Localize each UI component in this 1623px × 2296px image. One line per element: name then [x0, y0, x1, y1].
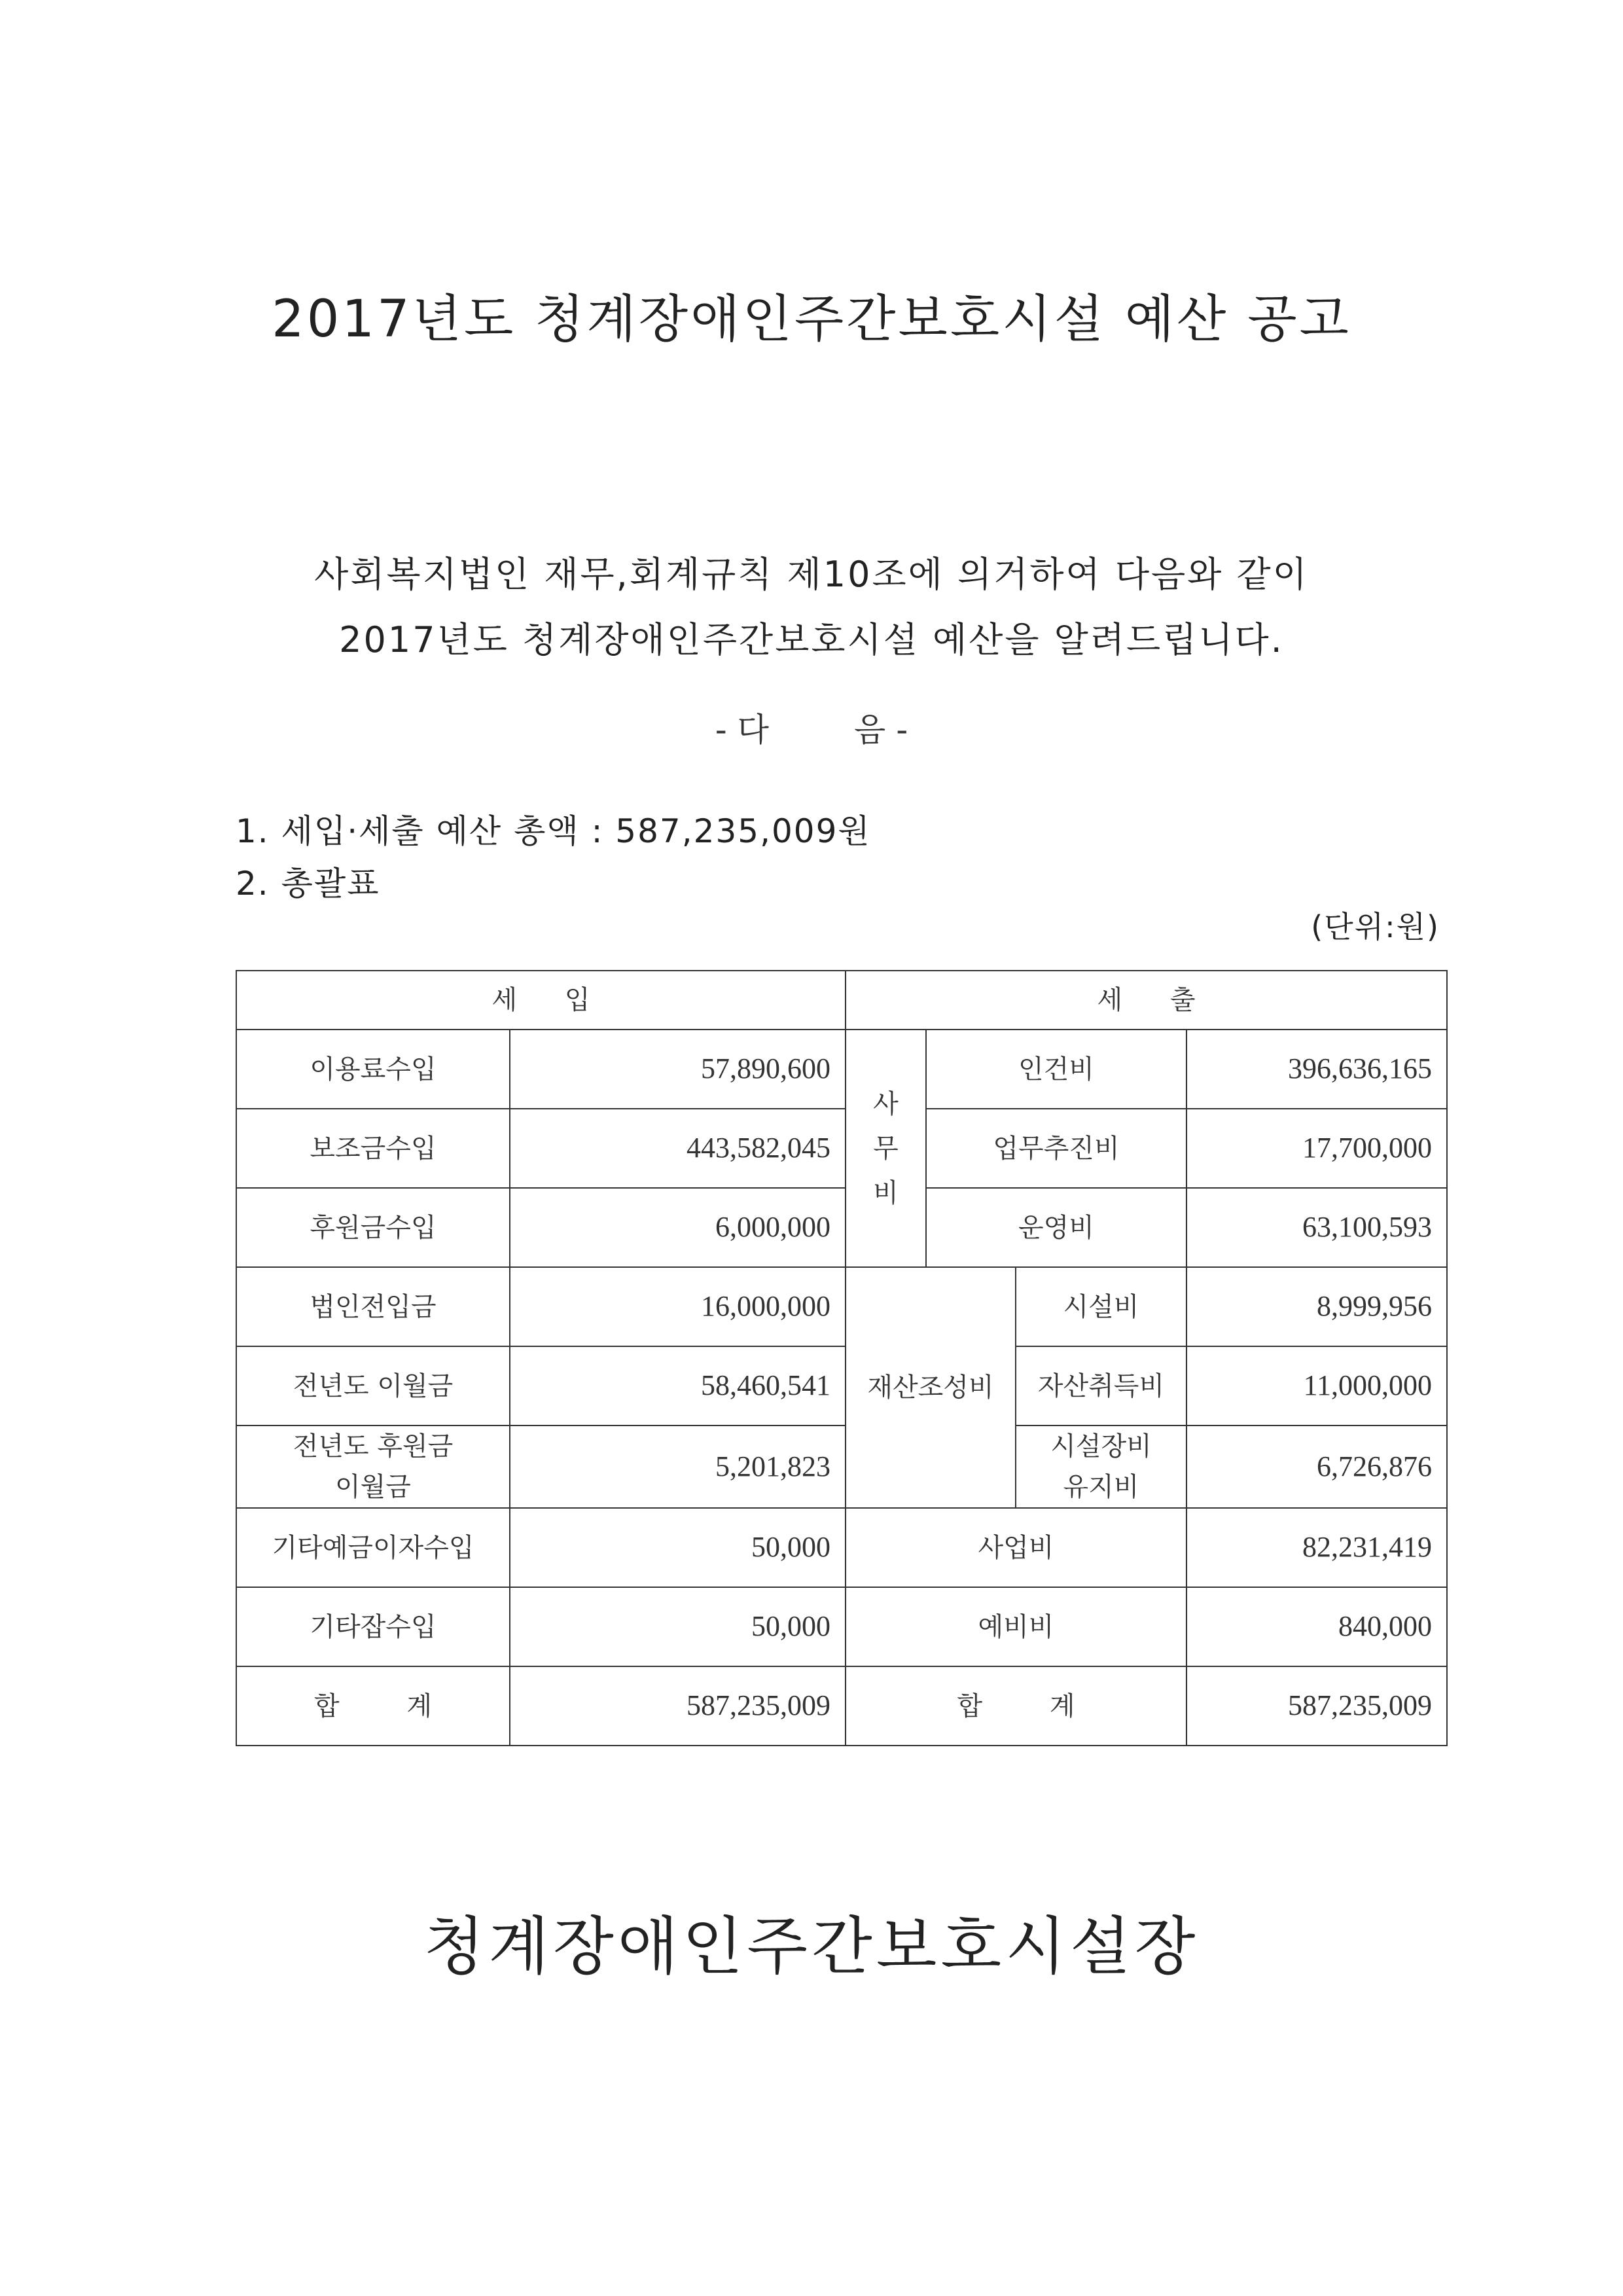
issuer-signature: 청계장애인주간보호시설장 [423, 1910, 1200, 1983]
income-label: 보조금수입 [236, 1109, 510, 1188]
income-label: 이용료수입 [236, 1030, 510, 1109]
expense-label: 자산취득비 [1016, 1346, 1186, 1426]
header-expense: 세 출 [846, 971, 1447, 1030]
table-header-row [236, 971, 1447, 1030]
expense-label: 인건비 [926, 1030, 1186, 1109]
intro-line-1: 사회복지법인 재무,회계규칙 제10조에 의거하여 다음와 같이 [314, 554, 1309, 595]
expense-label: 업무추진비 [926, 1109, 1186, 1188]
expense-label: 예비비 [846, 1587, 1186, 1666]
income-label: 기타예금이자수입 [236, 1508, 510, 1587]
separator [0, 704, 1623, 751]
expense-value: 396,636,165 [1186, 1030, 1447, 1109]
table-row [236, 1508, 1447, 1587]
expense-label: 시설장비 유지비 [1016, 1426, 1186, 1508]
income-value: 443,582,045 [510, 1109, 846, 1188]
expense-value: 8,999,956 [1186, 1267, 1447, 1346]
expense-value: 17,700,000 [1186, 1109, 1447, 1188]
income-value: 58,460,541 [510, 1346, 846, 1426]
expense-value: 6,726,876 [1186, 1426, 1447, 1508]
separator-right: 음 - [854, 711, 908, 749]
separator-left: - 다 [715, 711, 769, 749]
group-office-expenses: 사 무 비 [846, 1030, 926, 1267]
table-row [236, 1587, 1447, 1666]
income-label: 기타잡수입 [236, 1587, 510, 1666]
budget-summary-table [236, 970, 1448, 1746]
income-value: 5,201,823 [510, 1426, 846, 1508]
income-value: 50,000 [510, 1508, 846, 1587]
table-row [236, 1426, 1447, 1508]
header-income: 세 입 [236, 971, 846, 1030]
expense-value: 82,231,419 [1186, 1508, 1447, 1587]
income-label: 법인전입금 [236, 1267, 510, 1346]
table-row [236, 1109, 1447, 1188]
item-total-budget: 1. 세입·세출 예산 총액 : 587,235,009원 [236, 812, 871, 850]
expense-label: 사업비 [846, 1508, 1186, 1587]
income-total-label: 합 계 [236, 1666, 510, 1746]
expense-value: 840,000 [1186, 1587, 1447, 1666]
item-summary-table: 2. 총괄표 [236, 865, 380, 903]
income-value: 16,000,000 [510, 1267, 846, 1346]
table-row [236, 1267, 1447, 1346]
income-value: 57,890,600 [510, 1030, 846, 1109]
expense-label: 운영비 [926, 1188, 1186, 1267]
unit-label: (단위:원) [1311, 909, 1440, 944]
table-row [236, 1346, 1447, 1426]
expense-total-label: 합 계 [846, 1666, 1186, 1746]
table-row [236, 1030, 1447, 1109]
income-total-value: 587,235,009 [510, 1666, 846, 1746]
intro-line-2: 2017년도 청계장애인주간보호시설 예산을 알려드립니다. [339, 619, 1284, 660]
expense-value: 11,000,000 [1186, 1346, 1447, 1426]
page-title: 2017년도 청계장애인주간보호시설 예산 공고 [272, 290, 1351, 349]
income-label: 후원금수입 [236, 1188, 510, 1267]
expense-total-value: 587,235,009 [1186, 1666, 1447, 1746]
table-total-row [236, 1666, 1447, 1746]
income-value: 50,000 [510, 1587, 846, 1666]
expense-label: 시설비 [1016, 1267, 1186, 1346]
table-row [236, 1188, 1447, 1267]
expense-value: 63,100,593 [1186, 1188, 1447, 1267]
intro-paragraph [0, 542, 1623, 673]
income-label: 전년도 후원금 이월금 [236, 1426, 510, 1508]
group-asset-expenses: 재산조성비 [846, 1267, 1016, 1508]
income-value: 6,000,000 [510, 1188, 846, 1267]
income-label: 전년도 이월금 [236, 1346, 510, 1426]
